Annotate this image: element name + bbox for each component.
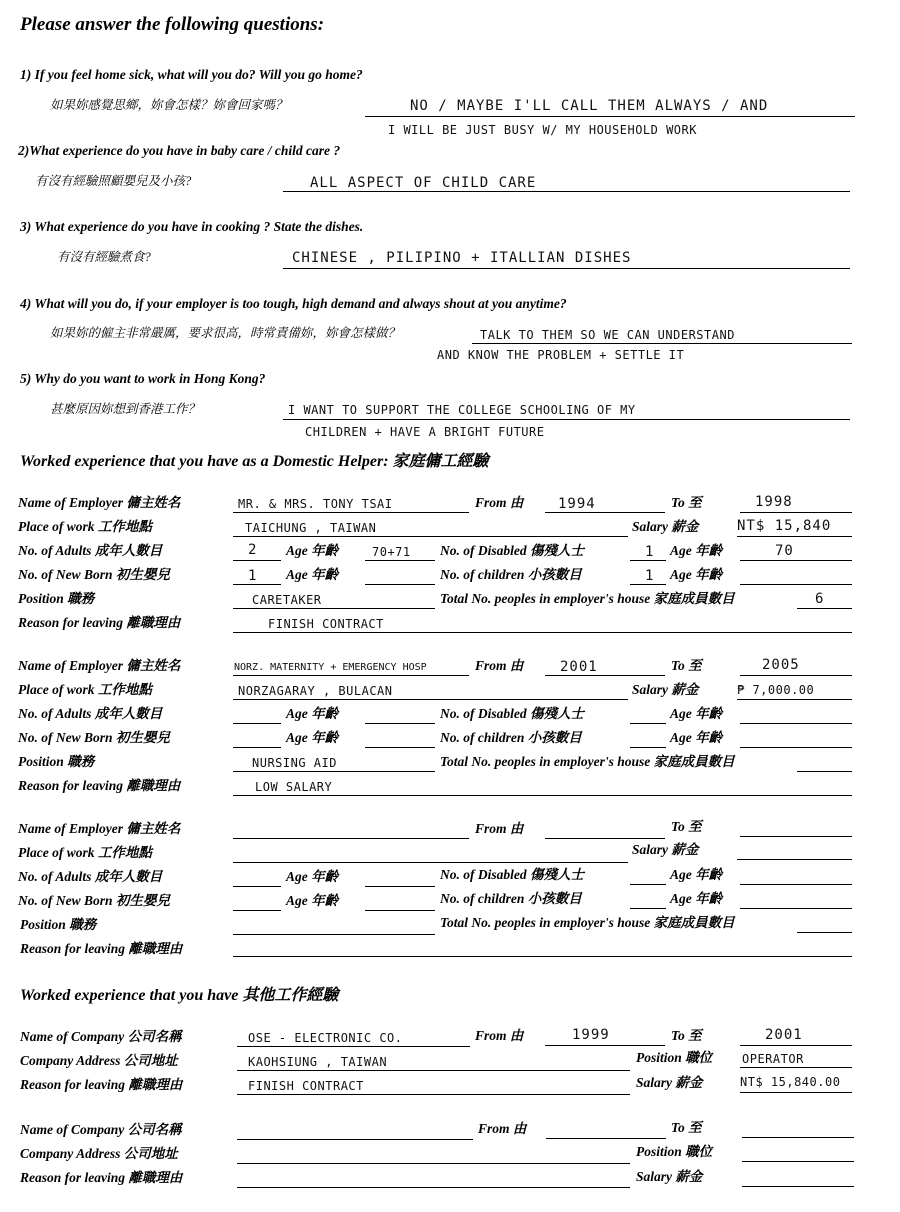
fill-line <box>630 723 666 724</box>
from-label: From 由 <box>475 658 524 673</box>
from-value: 1994 <box>558 496 596 512</box>
answer-line <box>365 116 855 117</box>
question-text: 3) What experience do you have in cooking ? State the dishes. <box>20 219 364 234</box>
question-text: 4) What will you do, if your employer is too tough, high demand and always shout at you anytime? <box>20 296 567 311</box>
disabled-label: No. of Disabled 傷殘人士 <box>440 706 584 721</box>
position-value: OPERATOR <box>742 1052 804 1066</box>
position-label: Position 職務 <box>18 754 95 769</box>
reason-label: Reason for leaving 離職理由 <box>20 1077 183 1092</box>
age-label: Age 年齡 <box>286 543 339 558</box>
answer-text-continued: AND KNOW THE PROBLEM + SETTLE IT <box>437 348 685 362</box>
newborn-label: No. of New Born 初生嬰兒 <box>18 730 170 745</box>
question-text-zh: 甚麼原因妳想到香港工作？ <box>50 402 201 416</box>
place-label: Place of work 工作地點 <box>18 519 152 534</box>
fill-line <box>740 884 852 885</box>
fill-line <box>365 910 435 911</box>
reason-value: FINISH CONTRACT <box>268 617 384 631</box>
company-address-label: Company Address 公司地址 <box>20 1053 178 1068</box>
fill-line <box>237 1163 630 1164</box>
fill-line <box>630 884 666 885</box>
fill-line <box>233 795 852 796</box>
fill-line <box>742 1186 854 1187</box>
age-label: Age 年齡 <box>670 706 723 721</box>
disabled-label: No. of Disabled 傷殘人士 <box>440 543 584 558</box>
fill-line <box>545 675 665 676</box>
question-text-zh: 有沒有經驗照顧嬰兒及小孩? <box>35 174 192 188</box>
fill-line <box>233 723 281 724</box>
fill-line <box>740 747 852 748</box>
to-value: 1998 <box>755 494 793 510</box>
salary-value: ₱ 7,000.00 <box>737 683 815 697</box>
to-label: To 至 <box>671 658 702 673</box>
company-name-value: OSE - ELECTRONIC CO. <box>248 1031 403 1045</box>
fill-line <box>737 699 852 700</box>
company-address-value: KAOHSIUNG , TAIWAN <box>248 1055 388 1069</box>
place-value: NORZAGARAY , BULACAN <box>238 684 393 698</box>
fill-line <box>237 1046 470 1047</box>
fill-line <box>737 536 852 537</box>
fill-line <box>233 956 852 957</box>
salary-label: Salary 薪金 <box>632 519 699 534</box>
company-address-label: Company Address 公司地址 <box>20 1146 178 1161</box>
to-label: To 至 <box>671 1028 702 1043</box>
fill-line <box>740 1067 852 1068</box>
disabled-label: No. of Disabled 傷殘人士 <box>440 867 584 882</box>
fill-line <box>630 908 666 909</box>
answer-text: CHINESE , PILIPINO + ITALLIAN DISHES <box>292 250 632 266</box>
fill-line <box>740 560 852 561</box>
question-text: 1) If you feel home sick, what will you do? Will you go home? <box>20 67 363 82</box>
fill-line <box>630 584 666 585</box>
question-text-zh: 有沒有經驗煮食? <box>57 250 151 264</box>
adults-age-value: 70+71 <box>372 545 411 559</box>
fill-line <box>545 838 665 839</box>
question-text-zh: 如果妳的僱主非常嚴厲，要求很高，時常責備妳，妳會怎樣做？ <box>50 326 401 340</box>
fill-line <box>740 1092 852 1093</box>
children-value: 1 <box>645 568 655 584</box>
question-text: 2)What experience do you have in baby care / child care ? <box>18 143 341 158</box>
age-label: Age 年齡 <box>286 893 339 908</box>
total-label: Total No. peoples in employer's house 家庭成員數目 <box>440 915 735 930</box>
place-label: Place of work 工作地點 <box>18 682 152 697</box>
adults-label: No. of Adults 成年人數目 <box>18 706 163 721</box>
employer-name-label: Name of Employer 傭主姓名 <box>18 658 181 673</box>
fill-line <box>233 632 852 633</box>
fill-line <box>740 584 852 585</box>
fill-line <box>233 771 435 772</box>
fill-line <box>233 536 628 537</box>
salary-label: Salary 薪金 <box>636 1075 703 1090</box>
fill-line <box>365 584 435 585</box>
fill-line <box>630 747 666 748</box>
company-name-label: Name of Company 公司名稱 <box>20 1029 182 1044</box>
answer-line <box>283 419 850 420</box>
position-value: NURSING AID <box>252 756 337 770</box>
total-label: Total No. peoples in employer's house 家庭成員數目 <box>440 754 735 769</box>
from-value: 1999 <box>572 1027 610 1043</box>
reason-value: FINISH CONTRACT <box>248 1079 364 1093</box>
reason-label: Reason for leaving 離職理由 <box>20 1170 183 1185</box>
reason-label: Reason for leaving 離職理由 <box>20 941 183 956</box>
from-label: From 由 <box>475 821 524 836</box>
fill-line <box>365 560 435 561</box>
position-label: Position 職務 <box>18 591 95 606</box>
salary-label: Salary 薪金 <box>632 682 699 697</box>
fill-line <box>365 747 435 748</box>
answer-text: ALL ASPECT OF CHILD CARE <box>310 175 537 191</box>
question-text-zh: 如果妳感覺思鄉，妳會怎樣？妳會回家嗎？ <box>50 98 288 112</box>
reason-value: LOW SALARY <box>255 780 333 794</box>
adults-label: No. of Adults 成年人數目 <box>18 869 163 884</box>
to-value: 2005 <box>762 657 800 673</box>
newborn-value: 1 <box>248 568 258 584</box>
fill-line <box>545 1045 665 1046</box>
adults-value: 2 <box>248 542 258 558</box>
domestic-helper-section-title: Worked experience that you have as a Domestic Helper: 家庭傭工經驗 <box>20 453 489 470</box>
fill-line <box>740 675 852 676</box>
fill-line <box>797 771 852 772</box>
age-label: Age 年齡 <box>670 867 723 882</box>
fill-line <box>365 723 435 724</box>
fill-line <box>233 862 628 863</box>
employer-name-label: Name of Employer 傭主姓名 <box>18 495 181 510</box>
employer-name-value: MR. & MRS. TONY TSAI <box>238 497 393 511</box>
fill-line <box>233 910 281 911</box>
age-label: Age 年齡 <box>670 730 723 745</box>
fill-line <box>545 512 665 513</box>
fill-line <box>237 1094 630 1095</box>
salary-value: NT$ 15,840 <box>737 518 832 534</box>
age-label: Age 年齡 <box>286 706 339 721</box>
question-text: 5) Why do you want to work in Hong Kong? <box>20 371 266 386</box>
newborn-label: No. of New Born 初生嬰兒 <box>18 567 170 582</box>
from-value: 2001 <box>560 659 598 675</box>
fill-line <box>740 836 852 837</box>
fill-line <box>237 1187 630 1188</box>
fill-line <box>740 1045 852 1046</box>
fill-line <box>233 512 469 513</box>
answer-text: I WANT TO SUPPORT THE COLLEGE SCHOOLING OF MY <box>288 403 636 417</box>
fill-line <box>237 1139 473 1140</box>
employer-name-value: NORZ. MATERNITY + EMERGENCY HOSP <box>234 662 427 673</box>
disabled-age-value: 70 <box>775 543 794 559</box>
answer-text-continued: CHILDREN + HAVE A BRIGHT FUTURE <box>305 425 545 439</box>
disabled-value: 1 <box>645 544 655 560</box>
fill-line <box>233 584 281 585</box>
children-label: No. of children 小孩數目 <box>440 730 582 745</box>
fill-line <box>797 608 852 609</box>
answer-line <box>283 268 850 269</box>
position-value: CARETAKER <box>252 593 322 607</box>
fill-line <box>233 838 469 839</box>
fill-line <box>740 723 852 724</box>
from-label: From 由 <box>475 1028 524 1043</box>
to-value: 2001 <box>765 1027 803 1043</box>
age-label: Age 年齡 <box>670 543 723 558</box>
salary-label: Salary 薪金 <box>636 1169 703 1184</box>
fill-line <box>365 886 435 887</box>
employer-name-label: Name of Employer 傭主姓名 <box>18 821 181 836</box>
age-label: Age 年齡 <box>670 891 723 906</box>
fill-line <box>797 932 852 933</box>
fill-line <box>737 859 852 860</box>
position-label: Position 職位 <box>636 1050 713 1065</box>
fill-line <box>740 908 852 909</box>
adults-label: No. of Adults 成年人數目 <box>18 543 163 558</box>
total-value: 6 <box>815 591 825 607</box>
from-label: From 由 <box>475 495 524 510</box>
fill-line <box>233 560 281 561</box>
fill-line <box>233 747 281 748</box>
fill-line <box>233 699 628 700</box>
from-label: From 由 <box>478 1121 527 1136</box>
fill-line <box>233 934 435 935</box>
age-label: Age 年齡 <box>286 567 339 582</box>
answer-line <box>283 191 850 192</box>
fill-line <box>233 886 281 887</box>
fill-line <box>546 1138 666 1139</box>
to-label: To 至 <box>671 819 702 834</box>
answer-line <box>472 343 852 344</box>
fill-line <box>233 608 435 609</box>
company-name-label: Name of Company 公司名稱 <box>20 1122 182 1137</box>
fill-line <box>630 560 666 561</box>
place-label: Place of work 工作地點 <box>18 845 152 860</box>
children-label: No. of children 小孩數目 <box>440 567 582 582</box>
children-label: No. of children 小孩數目 <box>440 891 582 906</box>
place-value: TAICHUNG , TAIWAN <box>245 521 377 535</box>
total-label: Total No. peoples in employer's house 家庭成員數目 <box>440 591 735 606</box>
age-label: Age 年齡 <box>670 567 723 582</box>
age-label: Age 年齡 <box>286 730 339 745</box>
fill-line <box>742 1137 854 1138</box>
fill-line <box>742 1161 854 1162</box>
answer-text: NO / MAYBE I'LL CALL THEM ALWAYS / AND <box>410 98 769 114</box>
other-experience-section-title: Worked experience that you have 其他工作經驗 <box>20 987 339 1004</box>
position-label: Position 職務 <box>20 917 97 932</box>
answer-text-continued: I WILL BE JUST BUSY W/ MY HOUSEHOLD WORK <box>388 123 697 137</box>
fill-line <box>740 512 852 513</box>
salary-label: Salary 薪金 <box>632 842 699 857</box>
to-label: To 至 <box>671 1120 702 1135</box>
salary-value: NT$ 15,840.00 <box>740 1075 841 1089</box>
age-label: Age 年齡 <box>286 869 339 884</box>
reason-label: Reason for leaving 離職理由 <box>18 778 181 793</box>
page-title: Please answer the following questions: <box>20 14 325 35</box>
reason-label: Reason for leaving 離職理由 <box>18 615 181 630</box>
to-label: To 至 <box>671 495 702 510</box>
answer-text: TALK TO THEM SO WE CAN UNDERSTAND <box>480 328 735 342</box>
fill-line <box>237 1070 630 1071</box>
newborn-label: No. of New Born 初生嬰兒 <box>18 893 170 908</box>
position-label: Position 職位 <box>636 1144 713 1159</box>
